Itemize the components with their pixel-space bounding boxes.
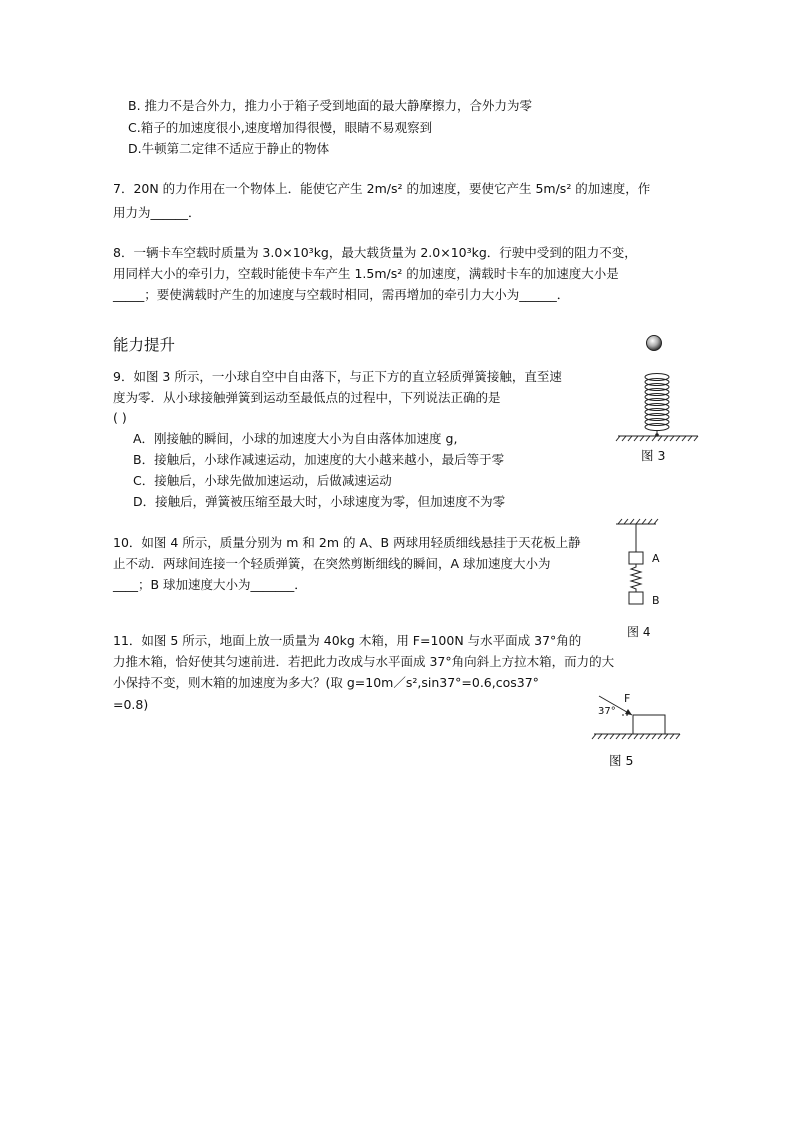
q8-line-3: _____；要使满载时产生的加速度与空载时相同，需再增加的牵引力大小为______． (113, 287, 570, 302)
figure-4-caption: 图 4 (627, 625, 651, 639)
figure-5-box-force (592, 690, 684, 746)
q11-line-3: 小保持不变，则木箱的加速度为多大？(取 g=10m／s²,sin37°=0.6,cos37° (113, 675, 539, 690)
q9-line-3: ( ) (113, 410, 127, 425)
spring-icon (645, 374, 669, 436)
q9-option-a: A．刚接触的瞬间，小球的加速度大小为自由落体加速度 g, (133, 431, 458, 446)
q11-line-1: 11．如图 5 所示，地面上放一质量为 40kg 木箱，用 F=100N 与水平面成 37°角的 (113, 633, 582, 648)
q11-line-4: =0.8) (113, 697, 149, 712)
q7-line-2: 用力为______． (113, 205, 201, 220)
q10-line-3: ____；B 球加速度大小为_______． (113, 577, 307, 592)
angle-label: 37° (598, 706, 616, 717)
q8-line-1: 8．一辆卡车空载时质量为 3.0×10³kg，最大载货量为 2.0×10³kg．行驶中受到的阻力不变， (113, 245, 637, 260)
q10-line-1: 10．如图 4 所示，质量分别为 m 和 2m 的 A、B 两球用轻质细线悬挂于天花板上静 (113, 535, 581, 550)
q9-option-d: D．接触后，弹簧被压缩至最大时，小球速度为零，但加速度不为零 (133, 494, 506, 509)
mass-a-label: A (652, 552, 660, 565)
section-title: 能力提升 (113, 336, 176, 354)
mass-b-label: B (652, 594, 660, 607)
q9-line-2: 度为零．从小球接触弹簧到运动至最低点的过程中，下列说法正确的是 (113, 390, 501, 405)
ceiling-icon (616, 519, 658, 524)
q10-line-2: 止不动．两球间连接一个轻质弹簧，在突然剪断细线的瞬间，A 球加速度大小为 (113, 556, 551, 571)
q9-line-1: 9．如图 3 所示，一小球自空中自由落下，与正下方的直立轻质弹簧接触，直至速 (113, 369, 562, 384)
q7-line-1: 7．20N 的力作用在一个物体上．能使它产生 2m/s² 的加速度，要使它产生 5m/s² 的加速度，作 (113, 181, 651, 196)
q9-option-c: C．接触后，小球先做加速运动，后做减速运动 (133, 473, 392, 488)
q6-option-b: B. 推力不是合外力，推力小于箱子受到地面的最大静摩擦力，合外力为零 (128, 98, 533, 113)
force-label: F (624, 692, 631, 705)
box-icon (633, 715, 665, 734)
ground-icon (592, 734, 680, 739)
figure-5-caption: 图 5 (609, 753, 634, 768)
q6-option-c: C.箱子的加速度很小,速度增加得很慢，眼睛不易观察到 (128, 120, 433, 135)
q11-line-2: 力推木箱，恰好使其匀速前进．若把此力改成与水平面成 37°角向斜上方拉木箱，而力的大 (113, 654, 615, 669)
figure-3-ball-spring (610, 330, 705, 445)
spring-icon (631, 564, 641, 592)
q6-option-d: D.牛顿第二定律不适应于静止的物体 (128, 141, 330, 156)
mass-b-box (629, 592, 643, 604)
figure-3-caption: 图 3 (641, 448, 666, 463)
ball-icon (647, 336, 662, 351)
figure-4-hanging-masses (612, 515, 672, 615)
q9-option-b: B．接触后，小球作减速运动，加速度的大小越来越小，最后等于零 (133, 452, 505, 467)
mass-a-box (629, 552, 643, 564)
q8-line-2: 用同样大小的牵引力，空载时能使卡车产生 1.5m/s² 的加速度，满载时卡车的加速度大小是 (113, 266, 619, 281)
